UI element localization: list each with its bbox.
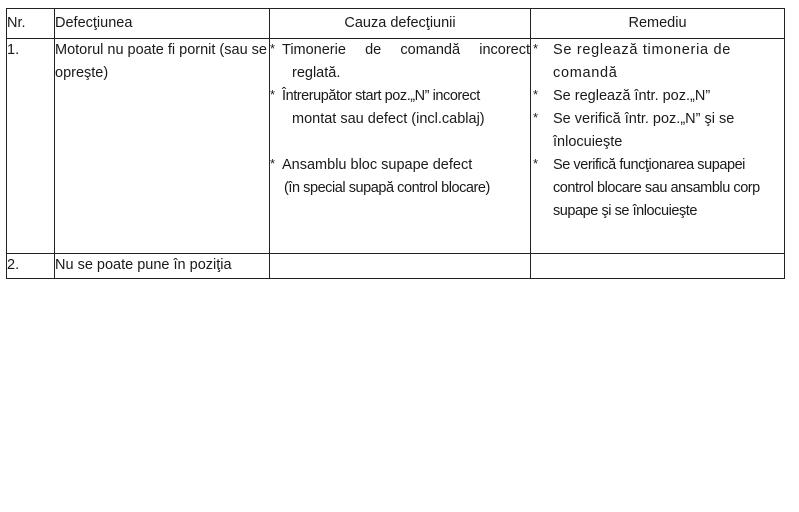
list-item xyxy=(270,154,530,200)
list-item xyxy=(531,39,784,85)
list-item xyxy=(270,85,530,131)
cause-line: (în special supapă control blocare) xyxy=(284,180,490,196)
row-defect: Motorul nu poate fi pornit (sau se opreşte) xyxy=(55,39,270,254)
header-remedy: Remediu xyxy=(531,9,785,39)
row-number: 2. xyxy=(7,254,55,279)
table-row xyxy=(7,39,785,254)
table-header-row xyxy=(7,9,785,39)
list-item xyxy=(270,39,530,85)
defects-table xyxy=(6,8,785,279)
row-defect: Nu se poate pune în poziţia xyxy=(55,254,270,279)
cause-line: reglată. xyxy=(292,65,341,81)
list-item xyxy=(531,154,784,223)
bullet-marker: * xyxy=(270,156,276,171)
remedy-list xyxy=(531,39,784,223)
cause-line: montat sau defect (incl.cablaj) xyxy=(292,111,485,127)
remedy-text: Se reglează într. poz.„N” xyxy=(553,88,711,104)
list-item xyxy=(531,85,784,108)
row-causes xyxy=(270,254,531,279)
row-causes xyxy=(270,39,531,254)
row-number: 1. xyxy=(7,39,55,254)
cause-list xyxy=(270,39,530,200)
cause-line: Ansamblu bloc supape defect xyxy=(282,157,473,173)
header-defect: Defecţiunea xyxy=(55,9,270,39)
header-nr: Nr. xyxy=(7,9,55,39)
cause-line: Întrerupător start poz.„N” incorect xyxy=(282,88,480,104)
remedy-text: Se reglează timoneria de comandă xyxy=(553,42,732,81)
list-item xyxy=(531,108,784,154)
bullet-marker: * xyxy=(533,87,539,102)
bullet-marker: * xyxy=(533,41,539,56)
bullet-marker: * xyxy=(533,110,539,125)
remedy-text: Se verifică funcţionarea supapei control blocare sau ansamblu corp supape şi se înlocuieşte xyxy=(553,157,760,219)
header-cause: Cauza defecţiunii xyxy=(270,9,531,39)
row-remedies xyxy=(531,39,785,254)
cause-line: Timonerie de comandă incorect xyxy=(282,42,530,58)
table-row xyxy=(7,254,785,279)
remedy-text: Se verifică într. poz.„N” şi se înlocuieşte xyxy=(553,111,735,150)
bullet-marker: * xyxy=(270,87,276,102)
row-remedies xyxy=(531,254,785,279)
bullet-marker: * xyxy=(270,41,276,56)
bullet-marker: * xyxy=(533,156,539,171)
